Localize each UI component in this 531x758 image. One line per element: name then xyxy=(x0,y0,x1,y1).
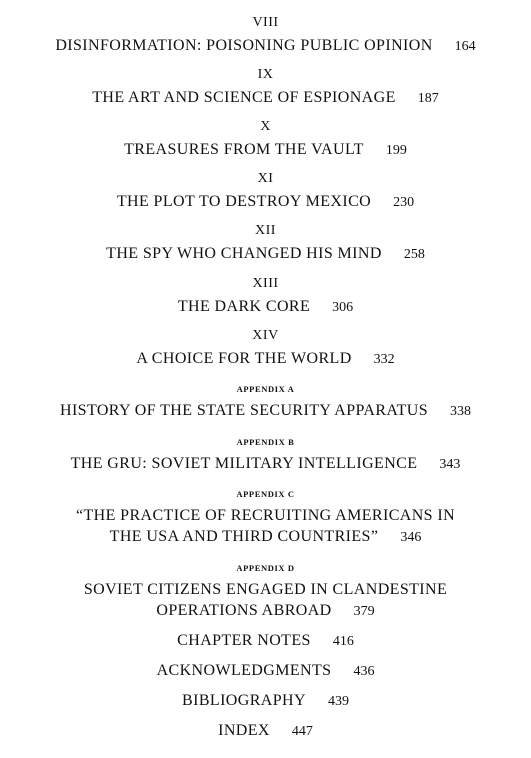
acknowledgments-title: ACKNOWLEDGMENTS xyxy=(156,662,332,679)
chapter-10-number: X xyxy=(260,119,271,134)
chapter-notes-title: CHAPTER NOTES xyxy=(177,632,311,649)
appendix-a-title: HISTORY OF THE STATE SECURITY APPARATUS xyxy=(59,402,429,419)
chapter-9-number: IX xyxy=(257,67,274,82)
appendix-c-title-line1: “THE PRACTICE OF RECRUITING AMERICANS IN xyxy=(75,507,456,524)
acknowledgments-page: 436 xyxy=(353,664,375,679)
chapter-notes-page: 416 xyxy=(332,634,354,649)
acknowledgments-entry xyxy=(0,662,531,680)
chapter-9-entry xyxy=(0,89,531,107)
chapter-10-entry xyxy=(0,141,531,159)
appendix-c-page: 346 xyxy=(400,530,422,545)
chapter-11-entry xyxy=(0,193,531,211)
chapter-14-title: A CHOICE FOR THE WORLD xyxy=(136,350,352,367)
chapter-12-page: 258 xyxy=(403,247,425,262)
appendix-b-title: THE GRU: SOVIET MILITARY INTELLIGENCE xyxy=(70,455,418,472)
chapter-11-number: XI xyxy=(257,171,274,186)
appendix-d-entry xyxy=(0,602,531,620)
index-entry xyxy=(0,722,531,740)
appendix-d-title-line1: SOVIET CITIZENS ENGAGED IN CLANDESTINE xyxy=(83,581,448,598)
chapter-8-number: VIII xyxy=(252,15,279,30)
chapter-13-title: THE DARK CORE xyxy=(177,298,311,315)
chapter-9-title: THE ART AND SCIENCE OF ESPIONAGE xyxy=(92,89,396,106)
chapter-13-page: 306 xyxy=(332,300,354,315)
appendix-b-label: APPENDIX B xyxy=(236,437,295,447)
chapter-8-title: DISINFORMATION: POISONING PUBLIC OPINION xyxy=(55,37,433,54)
chapter-11-title: THE PLOT TO DESTROY MEXICO xyxy=(116,193,372,210)
chapter-14-page: 332 xyxy=(373,352,395,367)
bibliography-page: 439 xyxy=(327,694,349,709)
appendix-a-label: APPENDIX A xyxy=(236,384,295,394)
chapter-12-entry xyxy=(0,245,531,263)
chapter-notes-entry xyxy=(0,632,531,650)
chapter-13-entry xyxy=(0,298,531,316)
chapter-12-number: XII xyxy=(255,223,276,238)
appendix-b-page: 343 xyxy=(439,457,461,472)
chapter-11-page: 230 xyxy=(393,195,415,210)
chapter-14-number: XIV xyxy=(252,328,279,343)
chapter-9-page: 187 xyxy=(417,91,439,106)
appendix-c-entry xyxy=(0,528,531,546)
chapter-10-page: 199 xyxy=(385,143,407,158)
index-title: INDEX xyxy=(218,722,270,739)
chapter-12-title: THE SPY WHO CHANGED HIS MIND xyxy=(106,245,382,262)
appendix-d-title-line2: OPERATIONS ABROAD xyxy=(156,602,332,619)
bibliography-title: BIBLIOGRAPHY xyxy=(182,692,306,709)
index-page: 447 xyxy=(291,724,313,739)
chapter-10-title: TREASURES FROM THE VAULT xyxy=(124,141,364,158)
chapter-8-page: 164 xyxy=(454,39,476,54)
chapter-13-number: XIII xyxy=(252,276,279,291)
appendix-c-label: APPENDIX C xyxy=(236,489,295,499)
appendix-d-label: APPENDIX D xyxy=(236,563,295,573)
bibliography-entry xyxy=(0,692,531,710)
chapter-8-entry xyxy=(0,37,531,55)
appendix-c-title-line2: THE USA AND THIRD COUNTRIES” xyxy=(109,528,379,545)
appendix-a-entry xyxy=(0,402,531,420)
appendix-a-page: 338 xyxy=(450,404,472,419)
appendix-b-entry xyxy=(0,455,531,473)
appendix-d-page: 379 xyxy=(353,604,375,619)
chapter-14-entry xyxy=(0,350,531,368)
